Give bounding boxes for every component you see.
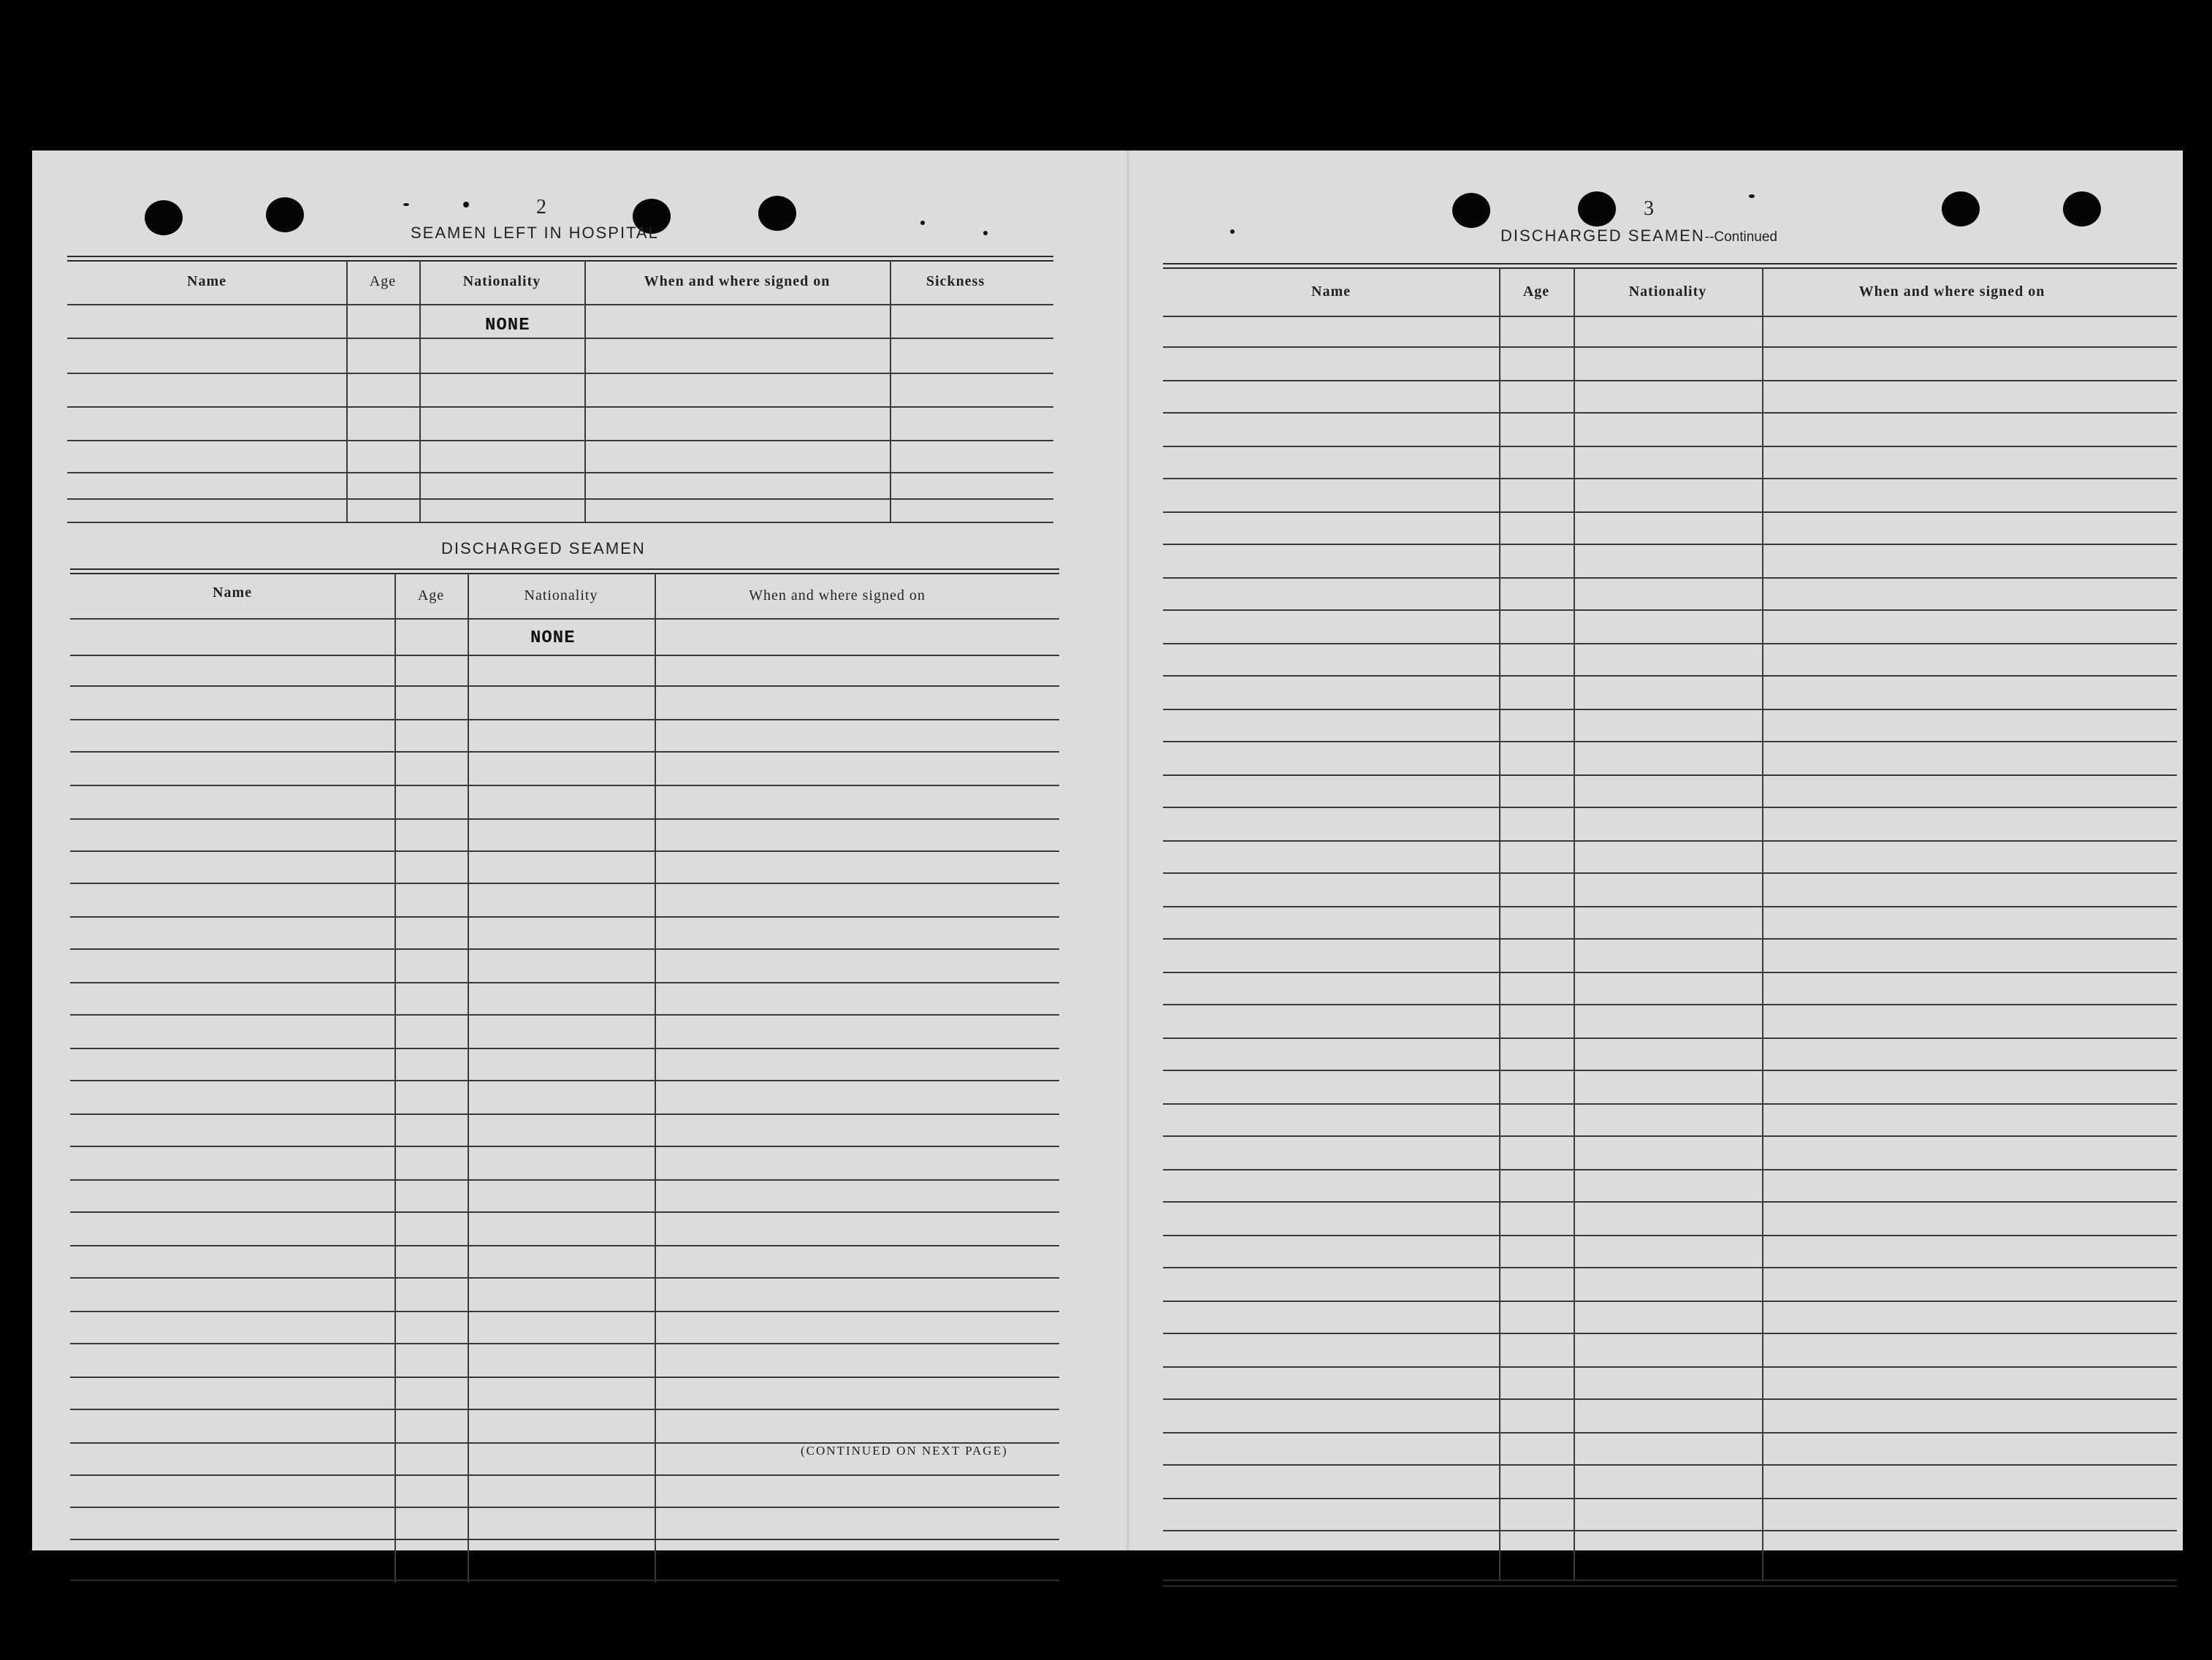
punch-hole (2063, 191, 2101, 226)
page-number: 3 (1644, 197, 1654, 220)
column-header-signed-on: When and where signed on (1858, 283, 2045, 300)
column-header-name: Name (1311, 283, 1351, 300)
page-fold (1126, 151, 1129, 1550)
column-header-name: Name (213, 585, 252, 601)
page-number: 2 (536, 196, 546, 218)
punch-hole (1942, 191, 1980, 226)
section-title-suffix: --Continued (1704, 229, 1777, 245)
column-header-nationality: Nationality (524, 587, 598, 604)
ink-speck (920, 221, 925, 225)
entry-none: NONE (530, 628, 576, 648)
ink-speck (1749, 194, 1755, 198)
hospital-section-title: SEAMEN LEFT IN HOSPITAL (411, 224, 659, 242)
column-header-age: Age (369, 273, 397, 289)
column-header-signed-on: When and where signed on (749, 587, 926, 604)
column-header-nationality: Nationality (1628, 283, 1707, 300)
punch-hole (1452, 193, 1490, 228)
section-title-text: DISCHARGED SEAMEN (1500, 226, 1705, 245)
column-header-nationality: Nationality (462, 273, 541, 289)
entry-none: NONE (485, 316, 530, 335)
discharged-table (70, 568, 1059, 1591)
ink-speck (403, 203, 409, 206)
punch-hole (1578, 191, 1616, 226)
discharged-continued-table (1163, 263, 2177, 1593)
discharged-section-title: DISCHARGED SEAMEN (441, 539, 646, 557)
punch-hole (266, 197, 304, 232)
column-header-sickness: Sickness (926, 273, 985, 289)
column-header-signed-on: When and where signed on (644, 273, 831, 289)
hospital-table (67, 256, 1053, 526)
continued-note: (CONTINUED ON NEXT PAGE) (801, 1444, 1008, 1458)
punch-hole (758, 196, 796, 231)
column-header-age: Age (417, 587, 445, 604)
discharged-continued-title (1500, 226, 1777, 245)
column-header-age: Age (1522, 283, 1550, 300)
ink-speck (463, 202, 469, 208)
ink-speck (983, 231, 988, 235)
document-sheet (32, 151, 2183, 1550)
column-header-name: Name (187, 273, 226, 289)
punch-hole (145, 200, 183, 235)
ink-speck (1230, 229, 1235, 234)
